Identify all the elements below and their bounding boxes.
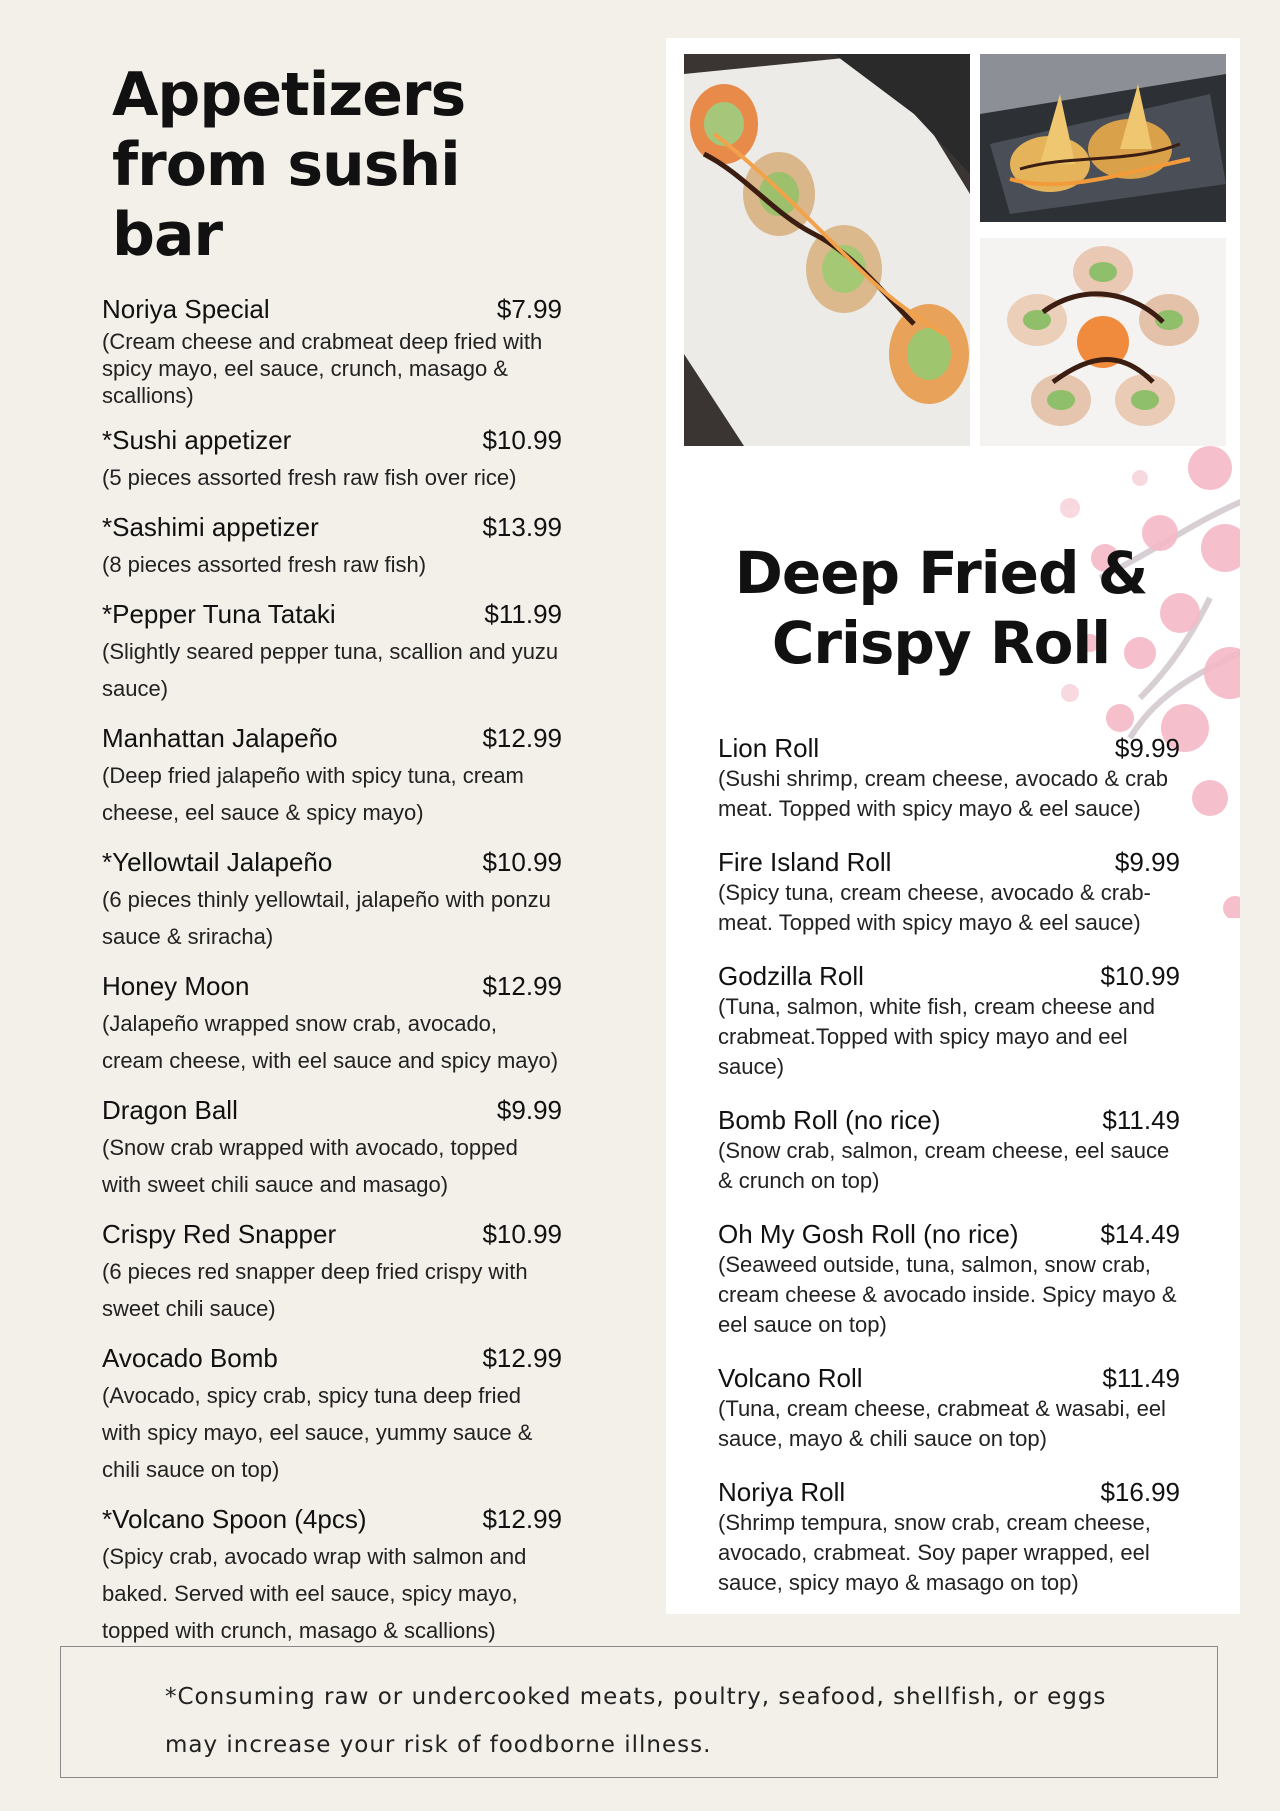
- rolls-title: Deep Fried & Crispy Roll: [734, 539, 1148, 677]
- item-price: $11.49: [1102, 1105, 1180, 1135]
- item-price: $11.49: [1102, 1363, 1180, 1393]
- appetizers-title: Appetizers from sushi bar: [112, 60, 466, 270]
- item-price: $13.99: [482, 512, 562, 542]
- menu-item-sashimi-appetizer: [102, 510, 562, 583]
- menu-item-godzilla-roll: [718, 960, 1180, 1082]
- menu-item-lion-roll: [718, 732, 1180, 824]
- item-description: (Cream cheese and crabmeat deep fried with spicy mayo, eel sauce, crunch, masago & scallions): [102, 329, 543, 408]
- item-price: $7.99: [496, 294, 562, 324]
- item-description: (Jalapeño wrapped snow crab, avocado, cream cheese, with eel sauce and spicy mayo): [102, 1011, 559, 1073]
- item-price: $12.99: [482, 723, 562, 753]
- item-name: Manhattan Jalapeño: [102, 723, 338, 753]
- item-description: (6 pieces thinly yellowtail, jalapeño with ponzu sauce & sriracha): [102, 887, 551, 949]
- item-description: (Snow crab, salmon, cream cheese, eel sauce & crunch on top): [718, 1138, 1170, 1193]
- photo-fried-sushi-on-slate: [980, 54, 1226, 222]
- item-name: *Volcano Spoon (4pcs): [102, 1504, 367, 1534]
- item-name: Godzilla Roll: [718, 961, 864, 991]
- menu-item-avocado-bomb: [102, 1341, 562, 1488]
- item-description: (Tuna, cream cheese, crabmeat & wasabi, eel sauce, mayo & chili sauce on top): [718, 1396, 1166, 1451]
- item-name: Avocado Bomb: [102, 1343, 278, 1373]
- menu-item-volcano-spoon: [102, 1502, 562, 1649]
- item-price: $14.49: [1100, 1219, 1180, 1249]
- menu-item-crispy-red-snapper: [102, 1217, 562, 1327]
- item-name: Oh My Gosh Roll (no rice): [718, 1219, 1019, 1249]
- item-name: Bomb Roll (no rice): [718, 1105, 941, 1135]
- item-name: Volcano Roll: [718, 1363, 863, 1393]
- item-name: Honey Moon: [102, 971, 250, 1001]
- item-price: $16.99: [1100, 1477, 1180, 1507]
- menu-item-noriya-roll: [718, 1476, 1180, 1598]
- item-description: (6 pieces red snapper deep fried crispy with sweet chili sauce): [102, 1259, 528, 1321]
- item-price: $9.99: [1114, 847, 1180, 877]
- item-description: (Deep fried jalapeño with spicy tuna, cream cheese, eel sauce & spicy mayo): [102, 763, 524, 825]
- item-name: *Yellowtail Jalapeño: [102, 847, 333, 877]
- item-description: (Snow crab wrapped with avocado, topped with sweet chili sauce and masago): [102, 1135, 518, 1197]
- rolls-list: [718, 732, 1180, 1614]
- item-price: $12.99: [482, 1504, 562, 1534]
- item-name: Dragon Ball: [102, 1095, 238, 1125]
- photo-sushi-roll-platter: [684, 54, 970, 446]
- item-name: Crispy Red Snapper: [102, 1219, 337, 1249]
- item-price: $12.99: [482, 971, 562, 1001]
- item-name: Noriya Roll: [718, 1477, 846, 1507]
- food-safety-disclaimer: [60, 1646, 1218, 1778]
- menu-item-sushi-appetizer: [102, 423, 562, 496]
- item-description: (Sushi shrimp, cream cheese, avocado & crab meat. Topped with spicy mayo & eel sauce): [718, 766, 1168, 821]
- item-name: Lion Roll: [718, 733, 820, 763]
- disclaimer-line-2: may increase your risk of foodborne illness.: [165, 1732, 712, 1758]
- item-price: $12.99: [482, 1343, 562, 1373]
- menu-item-fire-island-roll: [718, 846, 1180, 938]
- menu-item-noriya-special: [102, 292, 562, 409]
- menu-item-honey-moon: [102, 969, 562, 1079]
- item-price: $10.99: [1100, 961, 1180, 991]
- photo-crispy-roll-flower-plate: [980, 238, 1226, 446]
- item-price: $9.99: [496, 1095, 562, 1125]
- item-price: $10.99: [482, 1219, 562, 1249]
- item-name: *Sushi appetizer: [102, 425, 292, 455]
- item-description: (Tuna, salmon, white fish, cream cheese and crabmeat.Topped with spicy mayo and eel sauce): [718, 994, 1155, 1079]
- item-description: (Seaweed outside, tuna, salmon, snow crab, cream cheese & avocado inside. Spicy mayo & eel sauce on top): [718, 1252, 1177, 1337]
- menu-item-bomb-roll: [718, 1104, 1180, 1196]
- item-price: $10.99: [482, 425, 562, 455]
- item-name: Fire Island Roll: [718, 847, 892, 877]
- item-description: (Avocado, spicy crab, spicy tuna deep fried with spicy mayo, eel sauce, yummy sauce & chili sauce on top): [102, 1383, 533, 1482]
- disclaimer-line-1: *Consuming raw or undercooked meats, poultry, seafood, shellfish, or eggs: [165, 1684, 1107, 1710]
- item-description: (8 pieces assorted fresh raw fish): [102, 552, 427, 577]
- menu-item-manhattan-jalapeno: [102, 721, 562, 831]
- item-description: (Slightly seared pepper tuna, scallion and yuzu sauce): [102, 639, 559, 701]
- item-price: $9.99: [1114, 733, 1180, 763]
- menu-item-pepper-tuna-tataki: [102, 597, 562, 707]
- item-name: Noriya Special: [102, 294, 270, 324]
- menu-item-oh-my-gosh-roll: [718, 1218, 1180, 1340]
- item-name: *Sashimi appetizer: [102, 512, 319, 542]
- menu-item-dragon-ball: [102, 1093, 562, 1203]
- item-price: $11.99: [484, 599, 562, 629]
- item-description: (Spicy crab, avocado wrap with salmon and baked. Served with eel sauce, spicy mayo, topped with crunch, masago & scallions): [102, 1544, 527, 1643]
- appetizers-section: [102, 60, 562, 1663]
- item-description: (Shrimp tempura, snow crab, cream cheese, avocado, crabmeat. Soy paper wrapped, eel sauce, spicy mayo & masago on top): [718, 1510, 1151, 1595]
- menu-item-volcano-roll: [718, 1362, 1180, 1454]
- menu-item-yellowtail-jalapeno: [102, 845, 562, 955]
- item-description: (5 pieces assorted fresh raw fish over rice): [102, 465, 517, 490]
- item-name: *Pepper Tuna Tataki: [102, 599, 336, 629]
- item-description: (Spicy tuna, cream cheese, avocado & crab-meat. Topped with spicy mayo & eel sauce): [718, 880, 1151, 935]
- item-price: $10.99: [482, 847, 562, 877]
- rolls-panel: [666, 38, 1240, 1614]
